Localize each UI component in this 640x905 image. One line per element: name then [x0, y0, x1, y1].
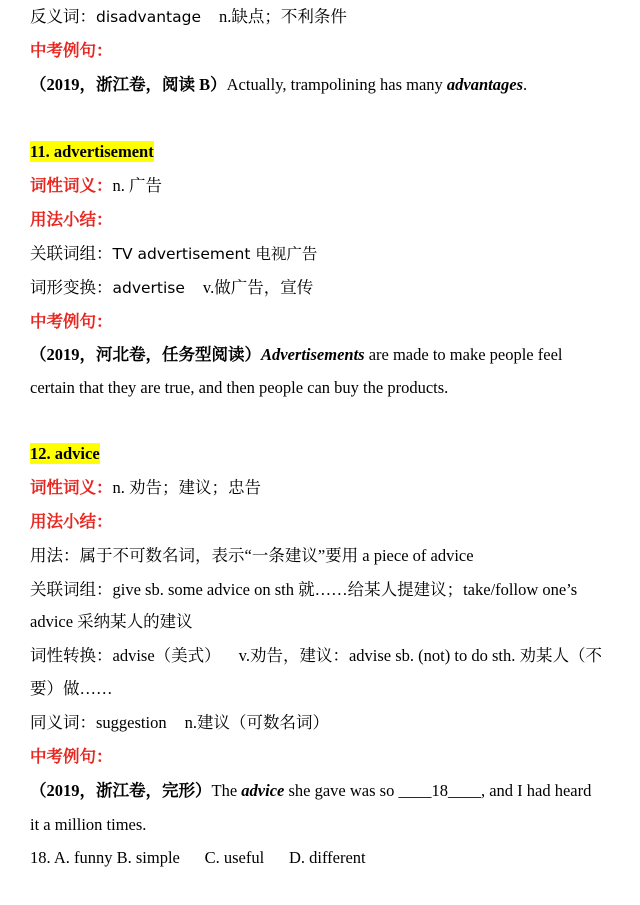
collocation-line-11	[30, 243, 618, 265]
example-sentence-12	[30, 780, 618, 802]
example-sentence	[30, 74, 618, 96]
pos-line-12	[30, 477, 618, 499]
collocation-line-12	[30, 579, 618, 601]
antonym-line	[30, 6, 618, 28]
synonym-label: 同义词：	[30, 713, 96, 732]
convert-label: 词性转换：	[30, 646, 113, 665]
pos-value: n. 广告	[112, 176, 162, 195]
example-keyword: advice	[241, 781, 285, 800]
usage-value: 属于不可数名词，表示“一条建议”要用 a piece of advice	[79, 546, 474, 565]
collocation-value: TV advertisement 电视广告	[112, 245, 318, 263]
example-source: （2019，浙江卷，完形）	[30, 781, 212, 800]
synonym-word: suggestion	[96, 713, 167, 732]
example-text: are made to make people feel	[364, 345, 563, 364]
usage-heading-11: 用法小结：	[30, 210, 113, 229]
convert-line-12-cont: 要）做……	[30, 679, 113, 698]
example-heading-12: 中考例句：	[30, 747, 113, 766]
entry-title-highlight: 11. advertisement	[30, 142, 154, 161]
morph-word: advertise	[112, 279, 185, 297]
example-source: （2019，河北卷，任务型阅读）	[30, 345, 261, 364]
collocation-label: 关联词组：	[30, 580, 113, 599]
convert-line-12	[30, 645, 618, 667]
usage-line-12	[30, 545, 618, 567]
example-keyword: Advertisements	[261, 345, 365, 364]
example-heading-11: 中考例句：	[30, 312, 113, 331]
synonym-meaning: n.建议（可数名词）	[184, 713, 329, 732]
antonym-meaning: n.缺点；不利条件	[219, 7, 347, 26]
example-sentence-12-cont: it a million times.	[30, 815, 147, 834]
example-text-end: she gave was so ____18____, and I had heard	[284, 781, 592, 800]
antonym-word: disadvantage	[96, 8, 202, 26]
pos-line-11	[30, 175, 618, 197]
example-text: Actually, trampolining has many	[226, 75, 447, 94]
usage-heading-12: 用法小结：	[30, 512, 113, 531]
morph-line-11	[30, 277, 618, 299]
example-sentence-11	[30, 344, 618, 366]
example-keyword: advantages	[446, 75, 523, 94]
convert-meaning: v.劝告，建议：advise sb. (not) to do sth. 劝某人（不	[238, 646, 602, 665]
question-options: 18. A. funny B. simple C. useful D. different	[30, 848, 366, 867]
entry-title-highlight: 12. advice	[30, 444, 100, 463]
pos-label: 词性词义：	[30, 176, 113, 195]
pos-label: 词性词义：	[30, 478, 113, 497]
collocation-label: 关联词组：	[30, 244, 113, 263]
example-end: .	[523, 75, 528, 94]
morph-meaning: v.做广告，宣传	[202, 278, 314, 297]
antonym-label: 反义词：	[30, 7, 96, 26]
example-text: The	[211, 781, 242, 800]
entry-title-12	[30, 443, 618, 465]
pos-value: n. 劝告；建议；忠告	[112, 478, 261, 497]
collocation-line-12-cont: advice 采纳某人的建议	[30, 612, 193, 631]
morph-label: 词形变换：	[30, 278, 113, 297]
entry-title-11	[30, 141, 618, 163]
synonym-line-12	[30, 712, 618, 734]
collocation-value: give sb. some advice on sth 就……给某人提建议；take/follow one’s	[112, 580, 578, 599]
example-heading: 中考例句：	[30, 41, 113, 60]
usage-label: 用法：	[30, 546, 80, 565]
convert-word: advise（美式）	[112, 646, 221, 665]
example-sentence-11-cont: certain that they are true, and then people can buy the products.	[30, 378, 449, 397]
example-source: （2019，浙江卷，阅读 B）	[30, 75, 227, 94]
